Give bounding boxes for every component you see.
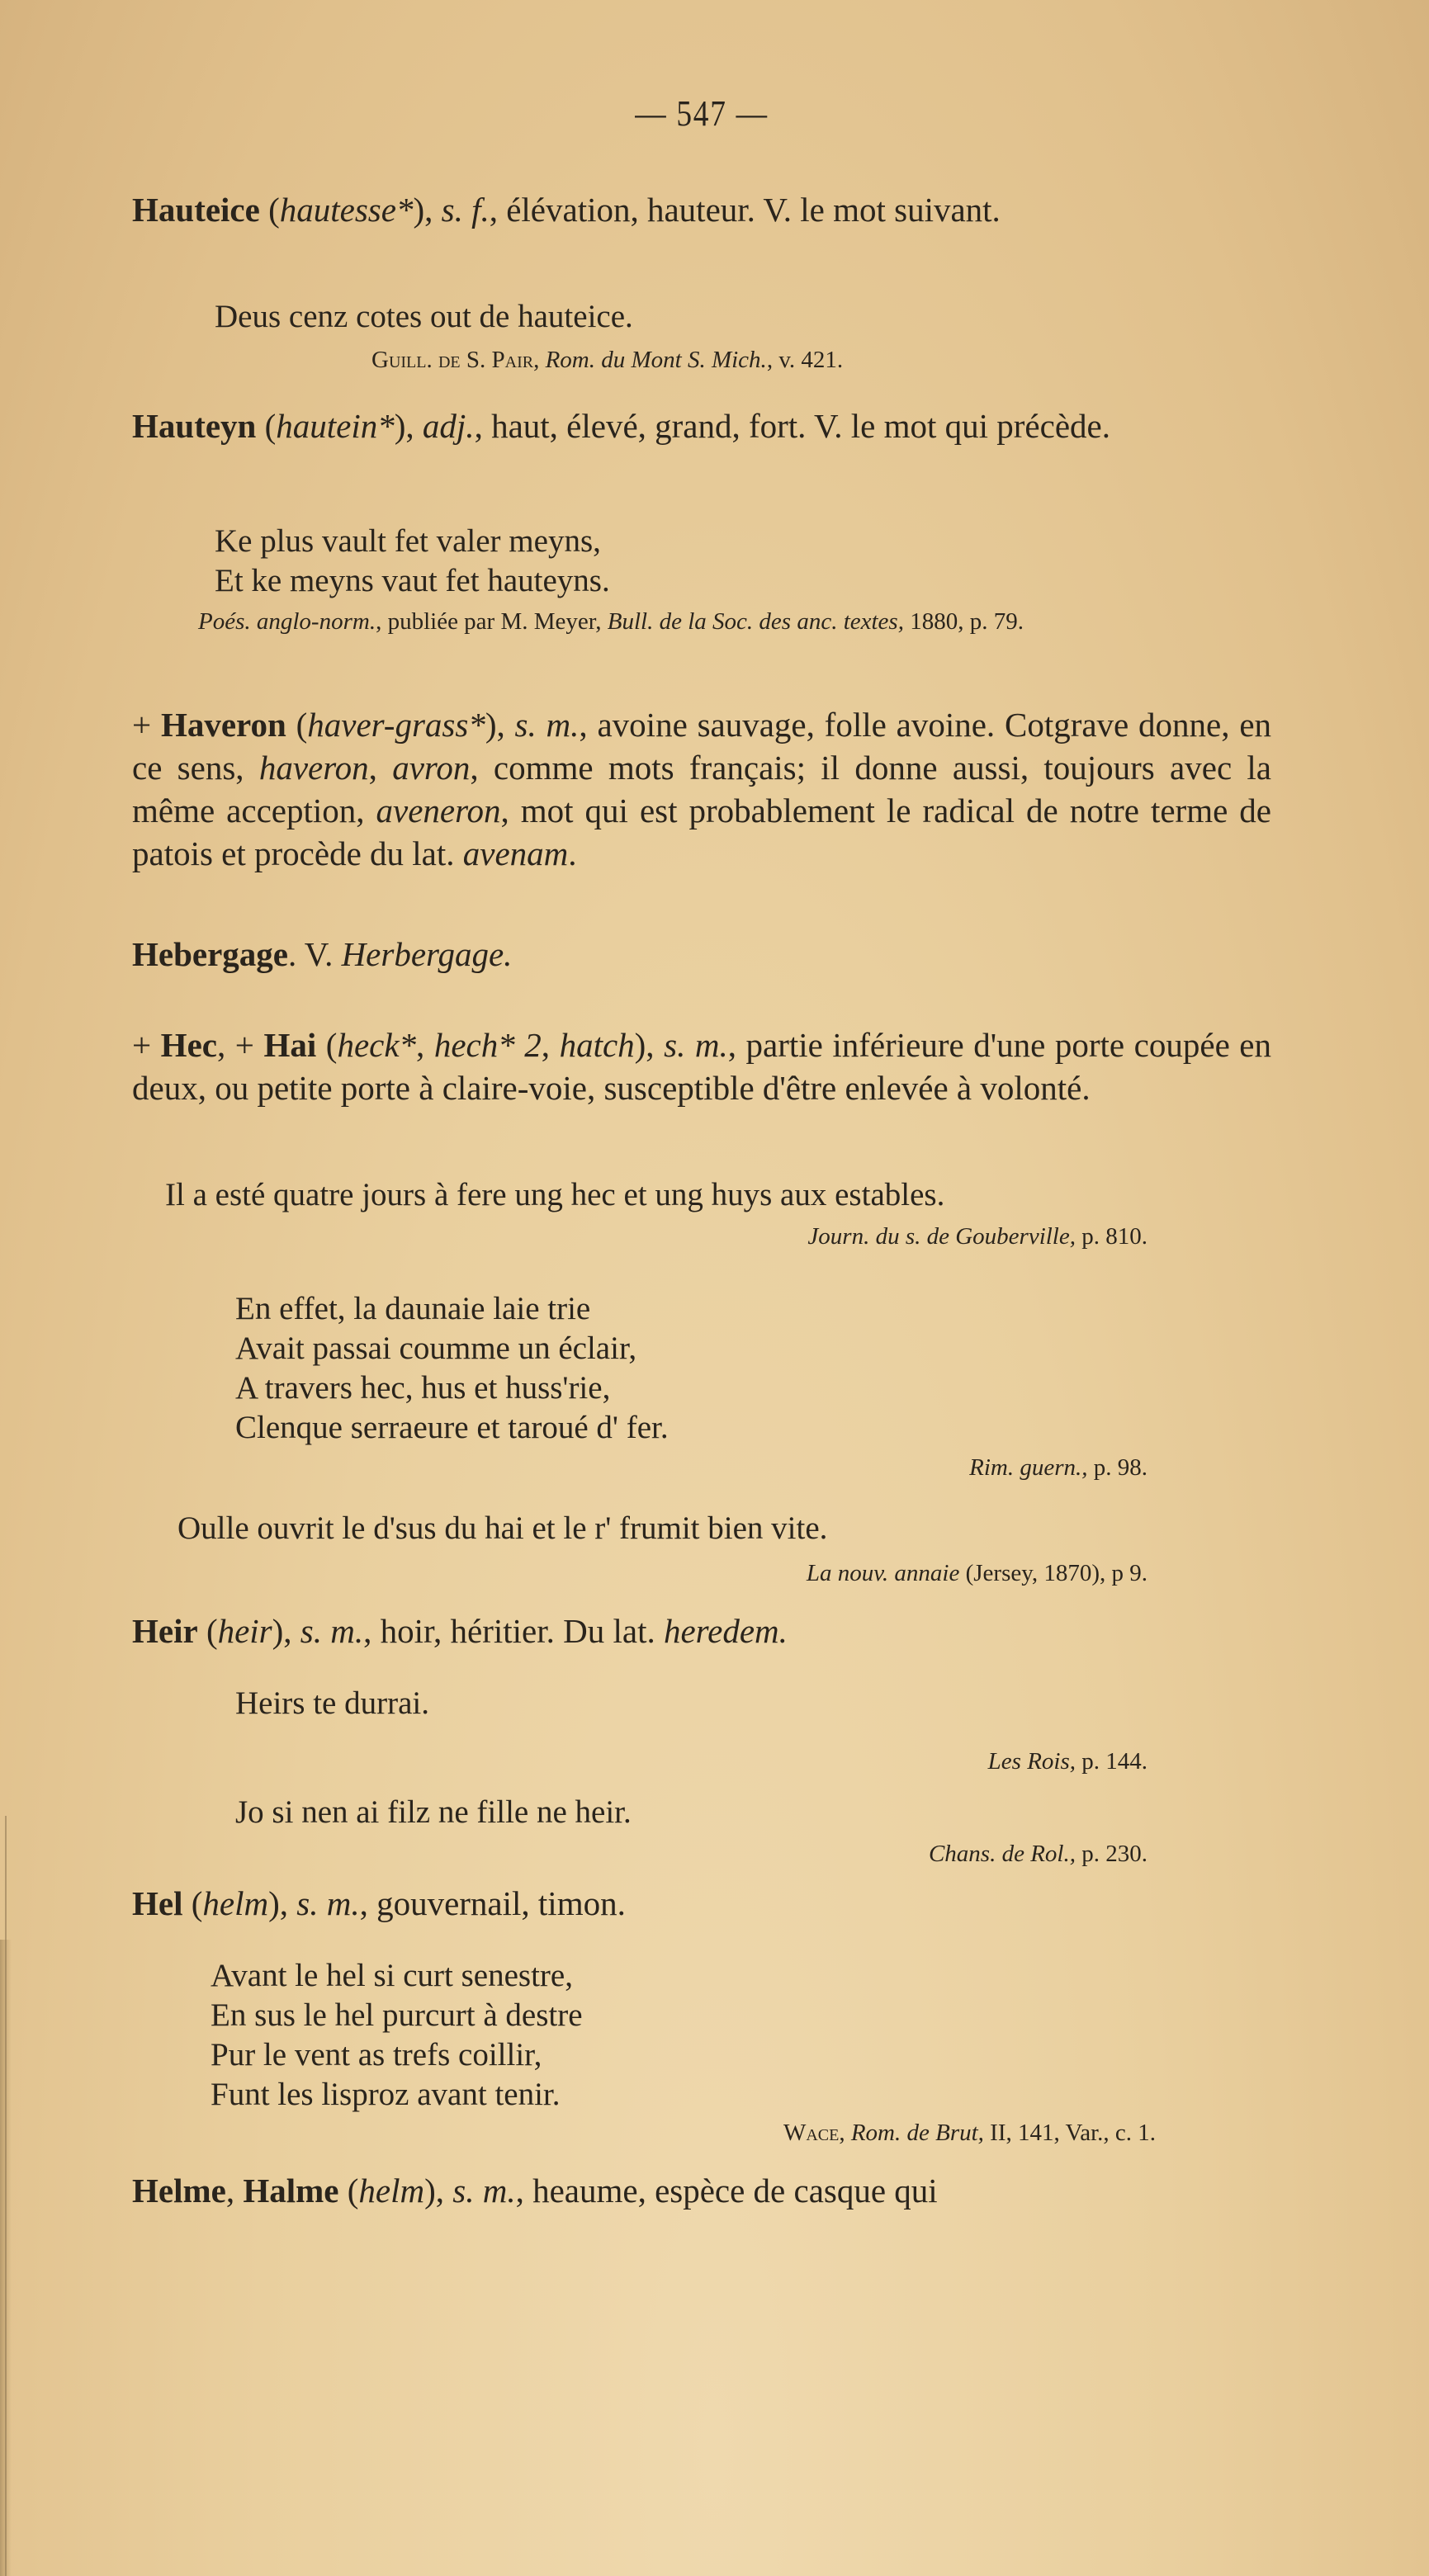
cross-reference: Herbergage. xyxy=(341,935,513,973)
grammar: s. m. xyxy=(664,1026,728,1064)
quote-line: Avant le hel si curt senestre, xyxy=(211,1958,573,1993)
quote-line: En sus le hel purcurt à destre xyxy=(211,1997,583,2033)
definition: avoine sauvage, folle avoine. Cotgrave donne, en ce sens, xyxy=(132,706,1272,787)
citation xyxy=(807,1222,1147,1251)
variant-form: avron xyxy=(392,749,471,787)
quote-line: Pur le vent as trefs coillir, xyxy=(211,2037,542,2073)
grammar: s. m. xyxy=(300,1612,364,1650)
definition: , comme mots français; il donne aussi, toujours avec la même acception, xyxy=(132,749,1272,830)
entry-hec-hai: + Hec, + Hai (heck*, hech* 2, hatch), s. m., partie inférieure d'une porte coupée en deux, ou petite porte à claire-voie, susceptible d'être enlevée à volonté. xyxy=(132,1026,1272,1107)
citation-author: Wace, xyxy=(783,2120,845,2146)
quote-line: Funt les lisproz avant tenir. xyxy=(211,2077,561,2112)
latin-etymon: heredem. xyxy=(663,1612,788,1650)
headword-variant: Hai xyxy=(263,1026,317,1064)
citation xyxy=(929,1839,1147,1869)
citation xyxy=(807,1558,1147,1588)
etymon: helm xyxy=(202,1884,269,1922)
headword: Hel xyxy=(132,1884,183,1922)
page-binding-edge xyxy=(5,1816,7,2576)
citation-ref: p. 810. xyxy=(1081,1223,1147,1250)
citation-work: Rim. guern., xyxy=(969,1454,1088,1481)
citation-work: Rom. du Mont S. Mich. xyxy=(545,347,767,373)
definition: haut, élevé, grand, fort. V. le mot qui précède. xyxy=(491,407,1110,445)
citation-ref: p. 230. xyxy=(1081,1841,1147,1867)
quote-line: A travers hec, hus et huss'rie, xyxy=(235,1370,611,1406)
quote-block xyxy=(215,297,633,337)
etymon: haver-grass* xyxy=(307,706,485,744)
citation-ref: (Jersey, 1870), p 9. xyxy=(965,1560,1147,1586)
definition: V. xyxy=(304,935,334,973)
entry-heir: Heir (heir), s. m., hoir, héritier. Du lat. heredem. xyxy=(132,1612,788,1650)
headword: Hauteice xyxy=(132,191,260,229)
headword: Helme xyxy=(132,2172,226,2210)
citation-work: Rom. de Brut, xyxy=(850,2120,984,2146)
etymon: hautein* xyxy=(276,407,395,445)
punctuation: , xyxy=(368,749,393,787)
headword: Heir xyxy=(132,1612,198,1650)
definition: hoir, héritier. Du lat. xyxy=(380,1612,655,1650)
grammar: s. m. xyxy=(452,2172,516,2210)
entry-hauteyn: Hauteyn (hautein*), adj., haut, élevé, grand, fort. V. le mot qui précède. xyxy=(132,407,1110,445)
headword: Haveron xyxy=(160,706,286,744)
punctuation: . xyxy=(568,834,577,872)
definition: heaume, espèce de casque qui xyxy=(532,2172,938,2210)
quote-line: Heirs te durrai. xyxy=(235,1685,429,1721)
entry-hel: Hel (helm), s. m., gouvernail, timon. xyxy=(132,1884,626,1922)
definition: élévation, hauteur. V. le mot suivant. xyxy=(506,191,1001,229)
quote-line: Il a esté quatre jours à fere ung hec et ung huys aux estables. xyxy=(165,1177,945,1212)
headword: Hebergage xyxy=(132,935,288,973)
quote-line: Avait passai coumme un éclair, xyxy=(235,1331,637,1366)
citation: Guill. de S. Pair, Rom. du Mont S. Mich., v. 421. xyxy=(371,347,844,373)
quote-block xyxy=(215,522,610,601)
grammar: adj. xyxy=(422,407,475,445)
definition: partie inférieure d'une porte coupée en deux, ou petite porte à claire-voie, susceptible d'être enlevée à volonté. xyxy=(132,1026,1272,1107)
plus-marker: + xyxy=(234,1026,254,1064)
citation-work: La nouv. annaie xyxy=(806,1560,960,1586)
headword: Hec xyxy=(160,1026,217,1064)
entry-hauteice: Hauteice (hautesse*), s. f., élévation, hauteur. V. le mot suivant. xyxy=(132,191,1001,229)
citation-publisher: publiée par M. Meyer, xyxy=(387,608,602,635)
citation-work: Les Rois, xyxy=(987,1748,1076,1775)
quote-line: En effet, la daunaie laie trie xyxy=(235,1291,591,1326)
entry-helme-halme: Helme, Halme (helm), s. m., heaume, espèce de casque qui xyxy=(132,2172,938,2210)
etymon: heck* xyxy=(337,1026,417,1064)
citation-ref: v. 421. xyxy=(778,347,844,373)
etymon: heir xyxy=(217,1612,272,1650)
citation-author: Guill. de S. Pair xyxy=(371,347,534,373)
citation-work: Poés. anglo-norm. xyxy=(198,608,376,635)
headword: Hauteyn xyxy=(132,407,257,445)
entry-hebergage: Hebergage. V. Herbergage. xyxy=(132,935,513,973)
citation-journal: Bull. de la Soc. des anc. textes, xyxy=(607,608,904,635)
variant-form: aveneron xyxy=(376,792,501,830)
citation-work: Journ. du s. de Gouberville, xyxy=(807,1223,1076,1250)
quote-block xyxy=(235,1793,632,1832)
latin-etymon: avenam xyxy=(462,834,569,872)
quote-block xyxy=(235,1684,429,1723)
etymon: helm xyxy=(358,2172,425,2210)
citation-work: Chans. de Rol., xyxy=(928,1841,1076,1867)
headword-variant: Halme xyxy=(243,2172,339,2210)
citation-ref: p. 144. xyxy=(1081,1748,1147,1775)
plus-marker: + xyxy=(132,1026,152,1064)
definition: gouvernail, timon. xyxy=(376,1884,626,1922)
quote-block xyxy=(211,1956,583,2115)
definition: , mot qui est probablement le radical de notre terme de patois et procède du lat. xyxy=(132,792,1271,872)
quote-block xyxy=(235,1289,669,1448)
citation-ref: II, 141, Var., c. 1. xyxy=(990,2120,1156,2146)
citation-ref: p. 98. xyxy=(1093,1454,1147,1481)
citation: Poés. anglo-norm., publiée par M. Meyer, Bull. de la Soc. des anc. textes, 1880, p. 79. xyxy=(198,608,1024,635)
etymon: hautesse* xyxy=(279,191,414,229)
quote-line: Clenque serraeure et taroué d' fer. xyxy=(235,1410,669,1445)
quote-line: Et ke meyns vaut fet hauteyns. xyxy=(215,563,610,598)
grammar: s. f. xyxy=(441,191,490,229)
quote-line: Jo si nen ai filz ne fille ne heir. xyxy=(235,1794,632,1830)
quote-line: Deus cenz cotes out de hauteice. xyxy=(215,299,633,334)
citation xyxy=(783,2118,1156,2148)
entry-haveron: + Haveron (haver-grass*), s. m., avoine sauvage, folle avoine. Cotgrave donne, en ce sens, haveron, avron, comme mots français; il donne aussi, toujours avec la même acception, aveneron, mot qui est probablement le radical de notre terme de patois et procède du lat. avenam. xyxy=(132,706,1272,872)
etymon: hatch xyxy=(559,1026,635,1064)
quote-line: Ke plus vault fet valer meyns, xyxy=(215,523,601,559)
page-number: — 547 — xyxy=(635,93,769,134)
citation xyxy=(969,1453,1147,1482)
grammar: s. m. xyxy=(296,1884,360,1922)
quote-block xyxy=(177,1509,827,1548)
citation-ref: 1880, p. 79. xyxy=(910,608,1024,635)
quote-line: Oulle ouvrit le d'sus du hai et le r' frumit bien vite. xyxy=(177,1510,828,1546)
quote-block xyxy=(165,1175,944,1215)
citation xyxy=(988,1746,1147,1776)
grammar: s. m. xyxy=(514,706,580,744)
variant-form: haveron xyxy=(258,749,369,787)
etymon: hech* 2 xyxy=(433,1026,542,1064)
plus-marker: + xyxy=(132,706,152,744)
